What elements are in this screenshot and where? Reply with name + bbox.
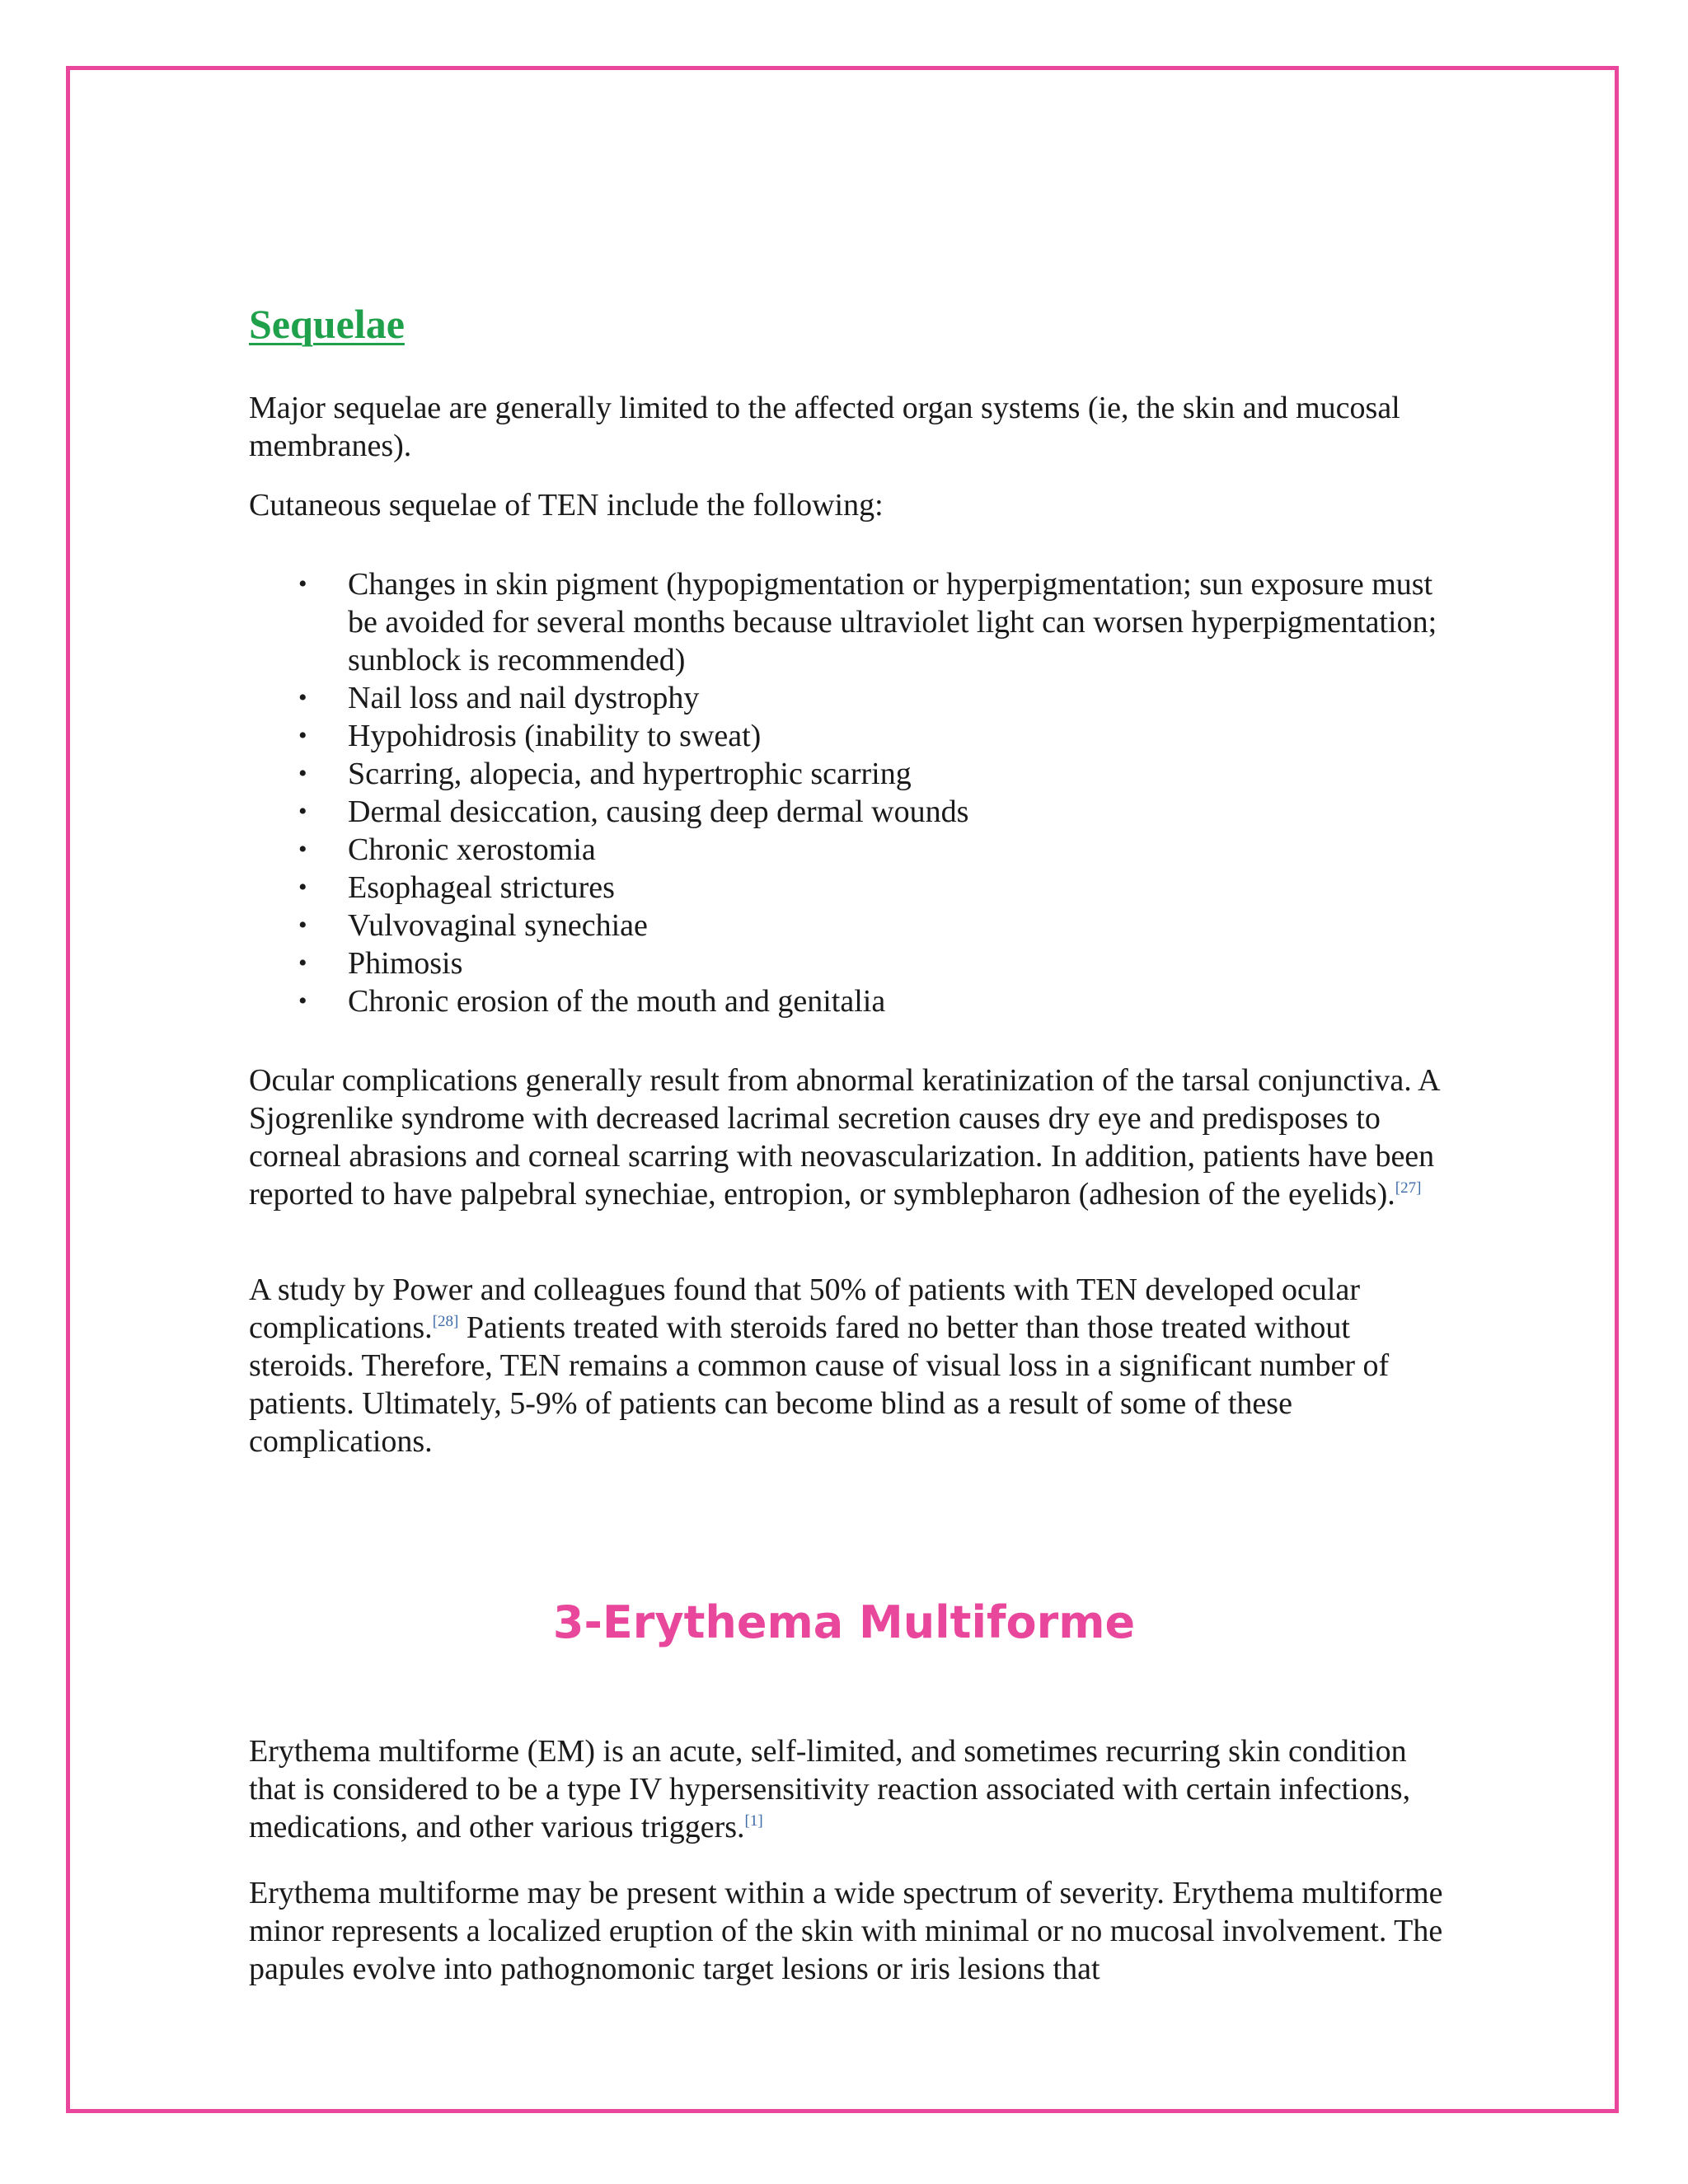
list-item-text: Changes in skin pigment (hypopigmentation or hyperpigmentation; sun exposure must be avoided for several months because ultraviolet light can worsen hyperpigmentation; sunblock is recommended)	[348, 567, 1437, 677]
citation-1-link[interactable]: [1]	[744, 1812, 763, 1830]
erythema-intro-text: Erythema multiforme (EM) is an acute, self-limited, and sometimes recurring skin condition that is considered to be a type IV hypersensitivity reaction associated with certain infections, medications, and other various triggers.	[249, 1734, 1411, 1844]
bullet-icon: •	[298, 987, 307, 1015]
bullet-icon: •	[298, 684, 307, 711]
cutaneous-sequelae-list	[249, 565, 1452, 1020]
power-study-text-start: A study by Power and colleagues found that 50% of patients with TEN developed ocular complications.	[249, 1272, 1360, 1345]
bullet-icon: •	[298, 874, 307, 901]
list-item	[249, 755, 1452, 793]
bullet-icon: •	[298, 949, 307, 977]
erythema-multiforme-heading: 3-Erythema Multiforme	[552, 1596, 1136, 1648]
bullet-icon: •	[298, 912, 307, 939]
power-study-text-end: Patients treated with steroids fared no better than those treated without steroids. Therefore, TEN remains a common cause of visual loss in a significant number of patients. Ultimately, 5-9% of patients can become blind as a result of some of these complications.	[249, 1310, 1390, 1459]
list-item	[249, 717, 1452, 755]
list-item	[249, 907, 1452, 944]
erythema-severity-paragraph: Erythema multiforme may be present within a wide spectrum of severity. Erythema multiforme minor represents a localized eruption of the skin with minimal or no mucosal involvement. The papules evolve into pathognomonic target lesions or iris lesions that	[249, 1876, 1443, 1986]
ocular-complications-paragraph	[249, 1062, 1452, 1213]
bullet-icon: •	[298, 570, 307, 598]
list-item	[249, 982, 1452, 1020]
list-item	[249, 944, 1452, 982]
list-item-text: Hypohidrosis (inability to sweat)	[348, 719, 762, 753]
list-item-text: Nail loss and nail dystrophy	[348, 681, 700, 715]
list-item-text: Phimosis	[348, 946, 463, 981]
list-item	[249, 831, 1452, 869]
list-item-text: Dermal desiccation, causing deep dermal wounds	[348, 794, 969, 829]
list-item	[249, 869, 1452, 907]
sequelae-intro-paragraph: Major sequelae are generally limited to the affected organ systems (ie, the skin and mucosal membranes).	[249, 391, 1400, 463]
list-item-text: Chronic erosion of the mouth and genitalia	[348, 984, 886, 1019]
bullet-icon: •	[298, 760, 307, 787]
power-study-paragraph	[249, 1271, 1452, 1460]
bullet-icon: •	[298, 836, 307, 863]
list-item-text: Chronic xerostomia	[348, 832, 596, 867]
list-item	[249, 679, 1452, 717]
cutaneous-lead-paragraph: Cutaneous sequelae of TEN include the following:	[249, 488, 884, 523]
citation-28-link[interactable]: [28]	[432, 1313, 459, 1330]
erythema-intro-paragraph	[249, 1732, 1452, 1846]
list-item	[249, 793, 1452, 831]
bullet-icon: •	[298, 722, 307, 749]
sequelae-heading: Sequelae	[249, 301, 405, 347]
list-item-text: Esophageal strictures	[348, 870, 615, 905]
list-item-text: Vulvovaginal synechiae	[348, 908, 648, 943]
citation-27-link[interactable]: [27]	[1395, 1179, 1422, 1197]
list-item	[249, 565, 1452, 679]
bullet-icon: •	[298, 798, 307, 825]
ocular-complications-text: Ocular complications generally result from abnormal keratinization of the tarsal conjunctiva. A Sjogrenlike syndrome with decreased lacrimal secretion causes dry eye and predisposes to corneal abrasions and corneal scarring with neovascularization. In addition, patients have been reported to have palpebral synechiae, entropion, or symblepharon (adhesion of the eyelids).	[249, 1063, 1439, 1212]
list-item-text: Scarring, alopecia, and hypertrophic scarring	[348, 757, 912, 791]
